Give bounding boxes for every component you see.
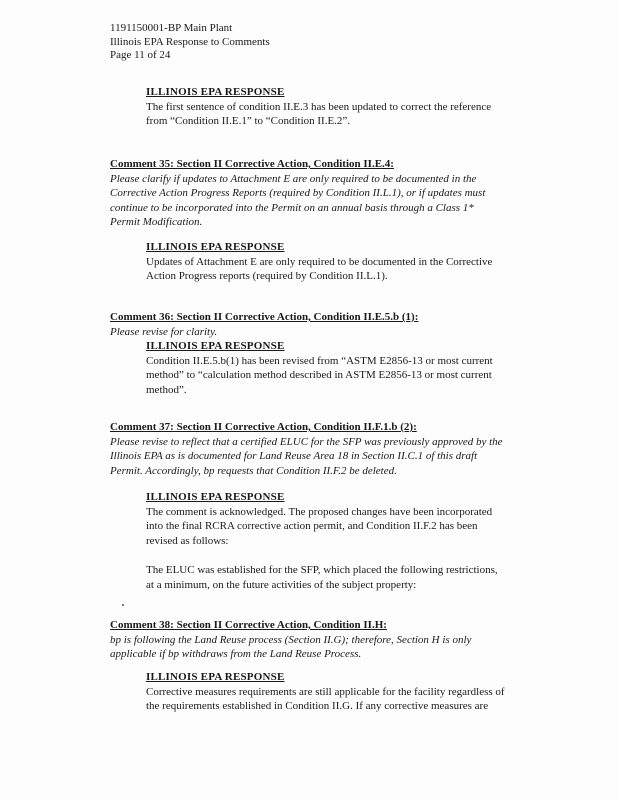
- response-block-35: [146, 240, 492, 284]
- comment-text-line: Please revise for clarity.: [110, 325, 218, 338]
- header-facility-id: 1191150001-BP Main Plant: [110, 22, 233, 34]
- response-heading: ILLINOIS EPA RESPONSE: [146, 340, 285, 352]
- response-text-line: revised as follows:: [146, 534, 229, 547]
- page-header: [110, 22, 270, 63]
- response-block-38: [146, 670, 505, 714]
- response-text-line: method” to “calculation method described in ASTM E2856-13 or most current: [146, 369, 492, 381]
- comment-text-line: Corrective Action Progress Reports (required by Condition II.L.1), or if updates must: [110, 187, 486, 199]
- response-text-line: at a minimum, on the future activities of the subject property:: [146, 578, 417, 591]
- response-text-line: The comment is acknowledged. The proposed changes have been incorporated: [146, 505, 493, 518]
- comment-37: [110, 420, 503, 478]
- response-block-37: [146, 490, 492, 548]
- response-heading: ILLINOIS EPA RESPONSE: [146, 671, 285, 683]
- response-heading: ILLINOIS EPA RESPONSE: [146, 491, 285, 503]
- response-text-line: Condition II.E.5.b(1) has been revised from “ASTM E2856-13 or most current: [146, 354, 493, 367]
- comment-heading: Comment 37: Section II Corrective Action, Condition II.F.1.b (2):: [110, 421, 417, 433]
- header-doc-title: Illinois EPA Response to Comments: [110, 35, 270, 48]
- comment-text-line: continue to be incorporated into the Permit on an annual basis through a Class 1*: [110, 201, 474, 214]
- response-text-line: Action Progress reports (required by Condition II.L.1).: [146, 270, 388, 282]
- comment-heading: Comment 36: Section II Corrective Action, Condition II.E.5.b (1):: [110, 311, 419, 323]
- comment-text-line: Permit Modification.: [110, 216, 203, 228]
- response-text-line: The ELUC was established for the SFP, which placed the following restrictions,: [146, 564, 498, 576]
- response-text-line: Updates of Attachment E are only required to be documented in the Corrective: [146, 255, 493, 268]
- response-text-line: into the final RCRA corrective action permit, and Condition II.F.2 has been: [146, 520, 478, 532]
- comment-heading: Comment 38: Section II Corrective Action, Condition II.H:: [110, 619, 387, 631]
- comment-text-line: bp is following the Land Reuse process (Section II.G); therefore, Section H is only: [110, 633, 472, 646]
- scan-speck: [122, 604, 124, 606]
- comment-text-line: Permit. Accordingly, bp requests that Condition II.F.2 be deleted.: [110, 464, 397, 477]
- response-text-line: The first sentence of condition II.E.3 has been updated to correct the reference: [146, 100, 492, 113]
- comment-text-line: applicable if bp withdraws from the Land Reuse Process.: [110, 648, 362, 660]
- comment-text-line: Illinois EPA as is documented for Land Reuse Area 18 in Section II.C.1 of this draft: [110, 450, 478, 462]
- response-text-line: from “Condition II.E.1” to “Condition II.E.2”.: [146, 115, 351, 127]
- response-text-line: method”.: [146, 383, 187, 396]
- header-page-number: Page 11 of 24: [110, 49, 171, 61]
- response-heading: ILLINOIS EPA RESPONSE: [146, 241, 285, 253]
- response-heading: ILLINOIS EPA RESPONSE: [146, 86, 285, 98]
- comment-36: [110, 310, 418, 339]
- comment-text-line: Please clarify if updates to Attachment E are only required to be documented in the: [110, 172, 477, 185]
- comment-38: [110, 618, 471, 662]
- comment-text-line: Please revise to reflect that a certified ELUC for the SFP was previously approved by the: [110, 435, 503, 448]
- response-text-line: the requirements established in Condition II.G. If any corrective measures are: [146, 700, 489, 712]
- response-text-line: Corrective measures requirements are still applicable for the facility regardless of: [146, 685, 505, 698]
- comment-heading: Comment 35: Section II Corrective Action, Condition II.E.4:: [110, 158, 394, 170]
- response-block-36: [146, 339, 493, 397]
- response-block-37-paragraph-2: [146, 563, 498, 592]
- response-block-1: [146, 85, 491, 129]
- comment-35: [110, 157, 485, 230]
